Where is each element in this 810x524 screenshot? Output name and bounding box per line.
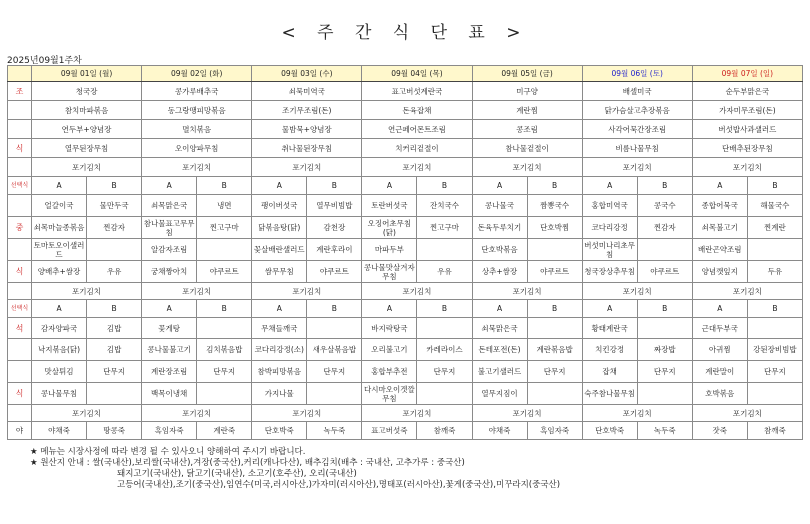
menu-row: [8, 217, 803, 239]
breakfast-item: 단배추된장무침: [692, 139, 802, 158]
day-header: 09월 04일 (목): [362, 66, 472, 82]
dinner-item-b: 짜장밥: [637, 339, 692, 361]
dinner-item-b: 단무지: [417, 361, 472, 383]
meal-side-label: [8, 339, 32, 361]
dinner-item-a: 쇠묵맑은국: [472, 318, 527, 339]
menu-row: [8, 261, 803, 283]
porridge-b: 땅콩죽: [87, 422, 142, 440]
breakfast-item: 멸치볶음: [142, 120, 252, 139]
option-b-label: B: [747, 300, 802, 318]
breakfast-item: 연두부+양념장: [32, 120, 142, 139]
dinner-item-a: 가지나물: [252, 383, 307, 405]
option-b-label: B: [637, 300, 692, 318]
dinner-item-b: [197, 318, 252, 339]
dinner-item-a: 콩나물무침: [32, 383, 87, 405]
dinner-item-b: [637, 383, 692, 405]
lunch-item-b: 잔치국수: [417, 195, 472, 217]
day-header: 09월 03일 (수): [252, 66, 362, 82]
dinner-item-a: 감자양파국: [32, 318, 87, 339]
option-b-label: B: [417, 300, 472, 318]
porridge-a: 표고버섯죽: [362, 422, 417, 440]
page-title: < 주 간 식 단 표 >: [281, 23, 529, 43]
breakfast-item: 참치마파볶음: [32, 101, 142, 120]
lunch-item-b: 찐고구마: [197, 217, 252, 239]
dinner-item-a: 바지락탕국: [362, 318, 417, 339]
option-a-label: A: [472, 300, 527, 318]
lunch-item-a: 청국장상추무침: [582, 261, 637, 283]
menu-row: [8, 339, 803, 361]
lunch-item-b: 두유: [747, 261, 802, 283]
meal-side-label: 조: [8, 82, 32, 101]
lunch-item-b: 콩국수: [637, 195, 692, 217]
porridge-a: 단호박죽: [582, 422, 637, 440]
porridge-a: 야채죽: [32, 422, 87, 440]
kimchi-cell: 포기김치: [252, 283, 362, 300]
porridge-b: 계란죽: [197, 422, 252, 440]
lunch-item-a: 홍합미역국: [582, 195, 637, 217]
breakfast-item: 동그랑땡피망볶음: [142, 101, 252, 120]
dinner-item-a: 열무지짐이: [472, 383, 527, 405]
option-b-label: B: [747, 177, 802, 195]
option-a-label: A: [582, 177, 637, 195]
lunch-item-b: 우유: [417, 261, 472, 283]
menu-row: [8, 177, 803, 195]
breakfast-item: 비름나물무침: [582, 139, 692, 158]
dinner-item-b: 단무지: [527, 361, 582, 383]
porridge-a: 단호박죽: [252, 422, 307, 440]
lunch-item-a: 쇠목마늘종볶음: [32, 217, 87, 239]
kimchi-cell: 포기김치: [582, 283, 692, 300]
lunch-item-b: [197, 239, 252, 261]
option-b-label: B: [197, 300, 252, 318]
choice-label: 선택식: [8, 177, 32, 195]
dinner-item-b: [307, 383, 362, 405]
kimchi-cell: 포기김치: [142, 158, 252, 177]
meal-side-label: [8, 120, 32, 139]
dinner-item-a: 치킨강정: [582, 339, 637, 361]
kimchi-cell: 포기김치: [32, 158, 142, 177]
week-label: 2025년09월1주차: [7, 56, 82, 66]
kimchi-cell: 포기김치: [362, 283, 472, 300]
notes: [30, 447, 560, 491]
option-a-label: A: [472, 177, 527, 195]
dinner-item-a: 무채들깨국: [252, 318, 307, 339]
lunch-item-a: 토란버섯국: [362, 195, 417, 217]
porridge-b: 녹두죽: [307, 422, 362, 440]
lunch-item-b: 야쿠르트: [307, 261, 362, 283]
lunch-item-a: 돈육두루치기: [472, 217, 527, 239]
menu-row: [8, 422, 803, 440]
lunch-item-a: 콩나물맛살겨자무침: [362, 261, 417, 283]
kimchi-cell: 포기김치: [472, 283, 582, 300]
dinner-item-a: 참박피망볶음: [252, 361, 307, 383]
option-a-label: A: [692, 177, 747, 195]
dinner-item-b: 단무지: [197, 361, 252, 383]
lunch-item-b: 우유: [87, 261, 142, 283]
dinner-item-a: 다시마오이겟깔무침: [362, 383, 417, 405]
dinner-item-b: [197, 383, 252, 405]
dinner-item-a: 계란장조림: [142, 361, 197, 383]
menu-row: [8, 66, 803, 82]
dinner-item-a: 황태계란국: [582, 318, 637, 339]
lunch-item-a: 궁채짱아치: [142, 261, 197, 283]
notes-line-4: 고등어(국내산),조기(중국산),임연수(미국,러시아산,)가자미(러시아산),명태포(러시아산),꽃게(중국산),미꾸라지(중국산): [117, 480, 561, 490]
meal-side-label: 식: [8, 139, 32, 158]
lunch-item-b: [527, 239, 582, 261]
meal-side-label: [8, 283, 32, 300]
dinner-item-a: 콩나물불고기: [142, 339, 197, 361]
menu-row: [8, 361, 803, 383]
breakfast-item: 표고버섯계란국: [362, 82, 472, 101]
notes-line-3: 돼지고기(국내산), 닭고기(국내산), 소고기(호주산), 오리(국내산): [117, 469, 357, 479]
kimchi-cell: 포기김치: [362, 158, 472, 177]
lunch-item-b: [637, 239, 692, 261]
notes-line-1: ★ 메뉴는 시장사정에 따라 변경 될 수 있사오니 양해하여 주시기 바랍니다.: [30, 447, 306, 457]
breakfast-item: 연근페어몬트조림: [362, 120, 472, 139]
lunch-item-a: 얼갈이국: [32, 195, 87, 217]
kimchi-cell: 포기김치: [582, 405, 692, 422]
option-a-label: A: [582, 300, 637, 318]
meal-side-label: [8, 195, 32, 217]
dinner-item-a: 숙주참나물무침: [582, 383, 637, 405]
dinner-item-b: [417, 318, 472, 339]
kimchi-cell: 포기김치: [32, 283, 142, 300]
dinner-item-b: 단무지: [87, 361, 142, 383]
breakfast-item: 치커리겉절이: [362, 139, 472, 158]
dinner-item-a: 오리불고기: [362, 339, 417, 361]
dinner-item-a: 아귀찜: [692, 339, 747, 361]
dinner-item-b: 강된장비빔밥: [747, 339, 802, 361]
breakfast-item: 닭가슴살고추장볶음: [582, 101, 692, 120]
lunch-item-a: 양념깻잎지: [692, 261, 747, 283]
lunch-item-b: 찐감자: [87, 217, 142, 239]
option-b-label: B: [87, 300, 142, 318]
breakfast-item: 콩가루배추국: [142, 82, 252, 101]
corner-cell: [8, 66, 32, 82]
meal-side-label: 식: [8, 261, 32, 283]
lunch-item-a: 단호박볶음: [472, 239, 527, 261]
menu-row: [8, 158, 803, 177]
menu-row: [8, 405, 803, 422]
lunch-item-a: 배란곤약조림: [692, 239, 747, 261]
option-a-label: A: [32, 300, 87, 318]
lunch-item-b: 열무비빔밥: [307, 195, 362, 217]
option-a-label: A: [692, 300, 747, 318]
lunch-item-b: 냉면: [197, 195, 252, 217]
porridge-b: 참깨죽: [747, 422, 802, 440]
kimchi-cell: 포기김치: [252, 405, 362, 422]
meal-side-label: [8, 405, 32, 422]
kimchi-cell: 포기김치: [142, 283, 252, 300]
meal-side-label: 석: [8, 318, 32, 339]
breakfast-item: 물밤묵+양념장: [252, 120, 362, 139]
lunch-item-b: 찐계란: [747, 217, 802, 239]
day-header: 09월 02일 (화): [142, 66, 252, 82]
dinner-item-b: [417, 383, 472, 405]
meal-side-label: 중: [8, 217, 32, 239]
lunch-item-b: 물만두국: [87, 195, 142, 217]
menu-row: [8, 239, 803, 261]
dinner-item-a: 불고기샐러드: [472, 361, 527, 383]
breakfast-item: 쇠묵미역국: [252, 82, 362, 101]
lunch-item-a: 쇠목맑은국: [142, 195, 197, 217]
dinner-item-b: 김밥: [87, 318, 142, 339]
dinner-item-b: [527, 318, 582, 339]
day-header: 09월 05일 (금): [472, 66, 582, 82]
dinner-item-a: 계란말이: [692, 361, 747, 383]
lunch-item-b: 단호박찜: [527, 217, 582, 239]
lunch-item-b: [87, 239, 142, 261]
kimchi-cell: 포기김치: [32, 405, 142, 422]
breakfast-item: 가자미무조림(돈): [692, 101, 802, 120]
dinner-item-a: 꽃게탕: [142, 318, 197, 339]
menu-row: [8, 120, 803, 139]
option-a-label: A: [362, 300, 417, 318]
dinner-item-a: 낙지볶음(닭): [32, 339, 87, 361]
porridge-b: 녹두죽: [637, 422, 692, 440]
option-b-label: B: [307, 177, 362, 195]
kimchi-cell: 포기김치: [692, 283, 802, 300]
dinner-item-a: 맛살튀김: [32, 361, 87, 383]
breakfast-item: 돈육잡채: [362, 101, 472, 120]
dinner-item-b: 새우살볶음밥: [307, 339, 362, 361]
menu-row: [8, 139, 803, 158]
breakfast-item: 조기무조림(돈): [252, 101, 362, 120]
lunch-item-a: 버섯미나리초무침: [582, 239, 637, 261]
dinner-item-b: 단무지: [747, 361, 802, 383]
option-a-label: A: [252, 177, 307, 195]
breakfast-item: 취나물된장무침: [252, 139, 362, 158]
day-header: 09월 01일 (월): [32, 66, 142, 82]
lunch-item-a: 오징어초무침(닭): [362, 217, 417, 239]
dinner-item-b: [637, 318, 692, 339]
kimchi-cell: 포기김치: [582, 158, 692, 177]
option-b-label: B: [527, 300, 582, 318]
menu-row: [8, 318, 803, 339]
lunch-item-b: [747, 239, 802, 261]
menu-row: [8, 283, 803, 300]
kimchi-cell: 포기김치: [472, 405, 582, 422]
porridge-b: 참깨죽: [417, 422, 472, 440]
option-a-label: A: [362, 177, 417, 195]
dinner-item-b: 계란볶음밥: [527, 339, 582, 361]
lunch-item-b: 감천장: [307, 217, 362, 239]
option-a-label: A: [252, 300, 307, 318]
dinner-item-a: 돈테포전(돈): [472, 339, 527, 361]
kimchi-cell: 포기김치: [692, 158, 802, 177]
lunch-item-a: 종합어묵국: [692, 195, 747, 217]
lunch-item-a: 알감자조림: [142, 239, 197, 261]
lunch-item-b: 찐고구마: [417, 217, 472, 239]
option-a-label: A: [142, 300, 197, 318]
lunch-item-a: 꽃살배란샐러드: [252, 239, 307, 261]
breakfast-item: 버섯밥사과샐러드: [692, 120, 802, 139]
breakfast-item: 열무된장무침: [32, 139, 142, 158]
day-header: 09월 07일 (일): [692, 66, 802, 82]
day-header: 09월 06일 (토): [582, 66, 692, 82]
porridge-b: 흑임자죽: [527, 422, 582, 440]
lunch-item-a: 쌈무무침: [252, 261, 307, 283]
breakfast-item: 청국장: [32, 82, 142, 101]
dinner-item-b: 카레라이스: [417, 339, 472, 361]
porridge-a: 야채죽: [472, 422, 527, 440]
lunch-item-b: [417, 239, 472, 261]
dinner-item-b: [527, 383, 582, 405]
breakfast-item: 미구양: [472, 82, 582, 101]
menu-row: [8, 300, 803, 318]
dinner-item-b: [747, 383, 802, 405]
option-b-label: B: [417, 177, 472, 195]
lunch-item-a: 양배추+쌈장: [32, 261, 87, 283]
option-b-label: B: [527, 177, 582, 195]
porridge-a: 흑임자죽: [142, 422, 197, 440]
menu-table: [7, 65, 803, 440]
dinner-item-b: 김치볶음밥: [197, 339, 252, 361]
dinner-item-a: 홍합부추전: [362, 361, 417, 383]
notes-line-2: ★ 원산지 안내 : 쌀(국내산),보리쌀(국내산),겨장(중국산),커리(캐나다산), 배추김치(배추 : 국내산, 고추가루 : 중국산): [30, 458, 465, 468]
breakfast-item: 오이양파무침: [142, 139, 252, 158]
menu-row: [8, 383, 803, 405]
kimchi-cell: 포기김치: [252, 158, 362, 177]
dinner-item-a: 코다리강정(소): [252, 339, 307, 361]
dinner-item-b: [747, 318, 802, 339]
lunch-item-a: 상추+쌈장: [472, 261, 527, 283]
lunch-item-b: 짬뽕국수: [527, 195, 582, 217]
meal-side-label: [8, 361, 32, 383]
dinner-item-b: [87, 383, 142, 405]
lunch-item-b: 야쿠르트: [527, 261, 582, 283]
dinner-item-b: [307, 318, 362, 339]
lunch-item-a: 마파두부: [362, 239, 417, 261]
option-b-label: B: [307, 300, 362, 318]
lunch-item-a: 코다리강정: [582, 217, 637, 239]
choice-label: 선택식: [8, 300, 32, 318]
lunch-item-b: 야쿠르트: [197, 261, 252, 283]
lunch-item-a: 콩나물국: [472, 195, 527, 217]
lunch-item-b: 계란후라이: [307, 239, 362, 261]
dinner-item-a: 근대두부국: [692, 318, 747, 339]
dinner-item-b: 단무지: [307, 361, 362, 383]
lunch-item-a: 쇠목불고기: [692, 217, 747, 239]
option-b-label: B: [87, 177, 142, 195]
lunch-item-a: 토마토오이샐러드: [32, 239, 87, 261]
kimchi-cell: 포기김치: [362, 405, 472, 422]
breakfast-item: 사각어묵간장조림: [582, 120, 692, 139]
kimchi-cell: 포기김치: [472, 158, 582, 177]
breakfast-item: 콩조림: [472, 120, 582, 139]
lunch-item-a: 참나물표고무무침: [142, 217, 197, 239]
breakfast-item: 참나물겉절이: [472, 139, 582, 158]
breakfast-item: 계란찜: [472, 101, 582, 120]
meal-side-label: [8, 239, 32, 261]
meal-side-label: 식: [8, 383, 32, 405]
dinner-item-b: 단무지: [637, 361, 692, 383]
dinner-item-a: 잡채: [582, 361, 637, 383]
late-label: 야: [8, 422, 32, 440]
option-b-label: B: [197, 177, 252, 195]
breakfast-item: 배셀미국: [582, 82, 692, 101]
lunch-item-a: 팽이버섯국: [252, 195, 307, 217]
kimchi-cell: 포기김치: [142, 405, 252, 422]
kimchi-cell: 포기김치: [692, 405, 802, 422]
lunch-item-b: 찐감자: [637, 217, 692, 239]
lunch-item-b: 야쿠르트: [637, 261, 692, 283]
menu-row: [8, 195, 803, 217]
lunch-item-a: 닭볶음탕(닭): [252, 217, 307, 239]
dinner-item-b: 김밥: [87, 339, 142, 361]
option-a-label: A: [142, 177, 197, 195]
lunch-item-b: 해물국수: [747, 195, 802, 217]
option-b-label: B: [637, 177, 692, 195]
dinner-item-a: 호박볶음: [692, 383, 747, 405]
meal-side-label: [8, 101, 32, 120]
meal-side-label: [8, 158, 32, 177]
dinner-item-a: 백목이냉채: [142, 383, 197, 405]
porridge-a: 잣죽: [692, 422, 747, 440]
option-a-label: A: [32, 177, 87, 195]
menu-row: [8, 101, 803, 120]
menu-row: [8, 82, 803, 101]
breakfast-item: 순두부맑은국: [692, 82, 802, 101]
